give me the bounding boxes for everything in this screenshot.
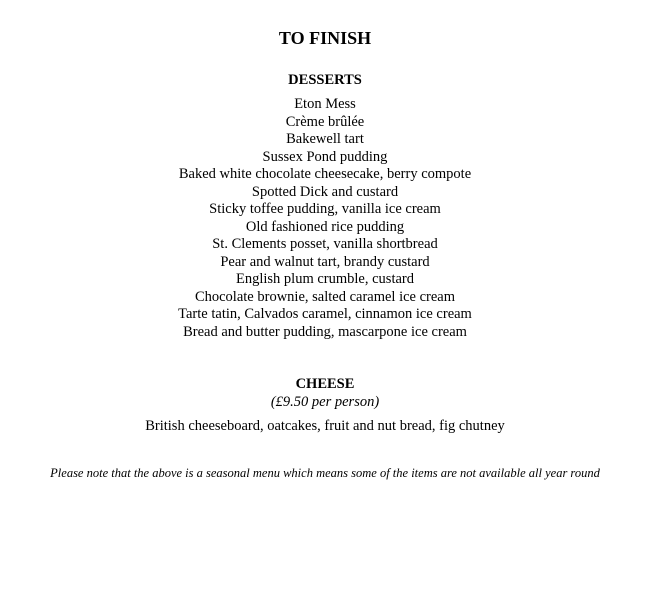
dessert-item: Chocolate brownie, salted caramel ice cream xyxy=(194,288,456,305)
cheese-heading: CHEESE xyxy=(295,376,355,392)
page-title: TO FINISH xyxy=(278,28,372,48)
dessert-list xyxy=(0,96,650,341)
cheese-price: (£9.50 per person) xyxy=(270,394,380,410)
dessert-item: Bread and butter pudding, mascarpone ice cream xyxy=(183,323,467,340)
dessert-item: Baked white chocolate cheesecake, berry compote xyxy=(178,166,472,182)
dessert-item: Crème brûlée xyxy=(285,113,365,130)
dessert-item: Old fashioned rice pudding xyxy=(245,218,405,235)
dessert-item: Sussex Pond pudding xyxy=(262,148,388,165)
seasonal-note: Please note that the above is a seasonal menu which means some of the items are not available all year round xyxy=(50,466,600,480)
desserts-heading: DESSERTS xyxy=(288,72,362,88)
dessert-item: Pear and walnut tart, brandy custard xyxy=(220,253,430,270)
dessert-item: English plum crumble, custard xyxy=(236,271,414,287)
dessert-item: Tarte tatin, Calvados caramel, cinnamon ice cream xyxy=(178,306,472,322)
dessert-item: Eton Mess xyxy=(294,96,356,112)
dessert-item: Spotted Dick and custard xyxy=(251,183,399,200)
dessert-item: Sticky toffee pudding, vanilla ice cream xyxy=(209,201,441,217)
dessert-item: St. Clements posset, vanilla shortbread xyxy=(212,236,438,252)
dessert-item: Bakewell tart xyxy=(286,131,364,147)
cheese-item: British cheeseboard, oatcakes, fruit and nut bread, fig chutney xyxy=(145,418,505,434)
